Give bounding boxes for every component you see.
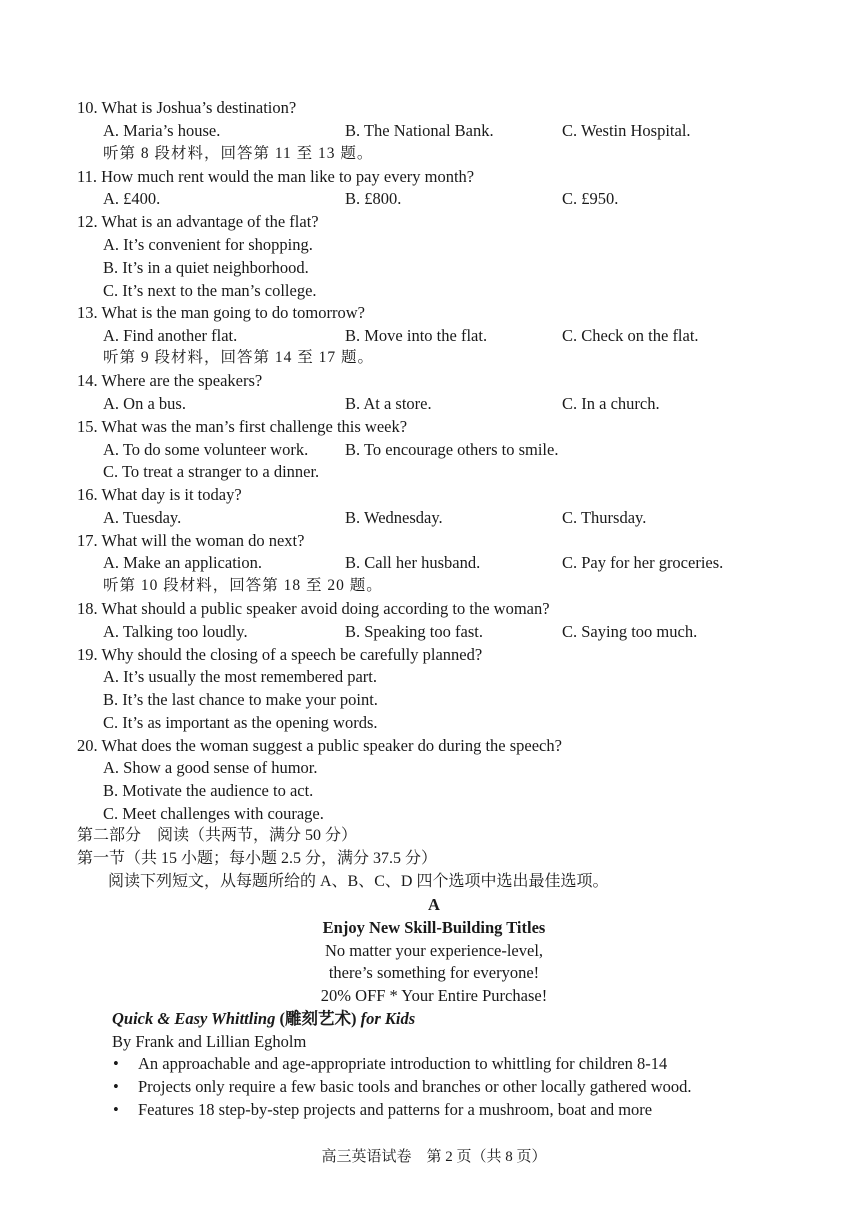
book-feature-bullet bbox=[113, 1099, 652, 1121]
question-16-option-a: A. Tuesday. bbox=[103, 508, 182, 527]
question-20-option-a: A. Show a good sense of humor. bbox=[103, 758, 318, 777]
question-10-option-a: A. Maria’s house. bbox=[103, 121, 221, 140]
question-12-stem: 12. What is an advantage of the flat? bbox=[77, 212, 319, 231]
question-19-option-c: C. It’s as important as the opening words. bbox=[103, 713, 378, 732]
question-20-stem: 20. What does the woman suggest a public speaker do during the speech? bbox=[77, 736, 562, 755]
question-18-option-b: B. Speaking too fast. bbox=[345, 622, 483, 641]
question-15-stem: 15. What was the man’s first challenge this week? bbox=[77, 417, 408, 436]
bullet-symbol: • bbox=[113, 1100, 119, 1119]
question-12-option-a: A. It’s convenient for shopping. bbox=[103, 235, 313, 254]
bullet-symbol: • bbox=[113, 1077, 119, 1096]
question-16-option-c: C. Thursday. bbox=[562, 508, 647, 527]
question-14-option-b: B. At a store. bbox=[345, 394, 432, 413]
question-10-option-c: C. Westin Hospital. bbox=[562, 121, 691, 140]
question-11-option-a: A. £400. bbox=[103, 189, 161, 208]
question-20-option-c: C. Meet challenges with courage. bbox=[103, 804, 324, 823]
question-19-stem: 19. Why should the closing of a speech be carefully planned? bbox=[77, 645, 483, 664]
passage-tagline-1: No matter your experience-level, bbox=[324, 941, 544, 960]
question-17-option-c: C. Pay for her groceries. bbox=[562, 553, 724, 572]
question-14-option-c: C. In a church. bbox=[562, 394, 660, 413]
book-title-suffix: for Kids bbox=[360, 1009, 416, 1028]
question-15-option-c: C. To treat a stranger to a dinner. bbox=[103, 462, 320, 481]
question-16-option-b: B. Wednesday. bbox=[345, 508, 443, 527]
question-16-stem: 16. What day is it today? bbox=[77, 485, 242, 504]
book-feature-text: Features 18 step-by-step projects and patterns for a mushroom, boat and more bbox=[138, 1100, 653, 1119]
question-10-stem: 10. What is Joshua’s destination? bbox=[77, 98, 297, 117]
passage-headline: Enjoy New Skill-Building Titles bbox=[322, 918, 546, 937]
book-title-english: Quick & Easy Whittling bbox=[112, 1009, 276, 1028]
book-title-chinese-gloss: (雕刻艺术) bbox=[275, 1009, 361, 1028]
instruction-passage-8: 听第 8 段材料，回答第 11 至 13 题。 bbox=[103, 145, 374, 162]
question-19-option-a: A. It’s usually the most remembered part. bbox=[103, 667, 378, 686]
question-14-stem: 14. Where are the speakers? bbox=[77, 371, 263, 390]
question-13-stem: 13. What is the man going to do tomorrow? bbox=[77, 303, 365, 322]
reading-directions: 阅读下列短文，从每题所给的 A、B、C、D 四个选项中选出最佳选项。 bbox=[108, 873, 609, 890]
instruction-passage-10: 听第 10 段材料，回答第 18 至 20 题。 bbox=[103, 577, 383, 594]
question-11-option-b: B. £800. bbox=[345, 189, 402, 208]
discount-offer: 20% OFF * Your Entire Purchase! bbox=[320, 986, 548, 1005]
question-10-option-b: B. The National Bank. bbox=[345, 121, 494, 140]
book-feature-text: An approachable and age-appropriate introduction to whittling for children 8-14 bbox=[138, 1054, 668, 1073]
passage-tagline-2: there’s something for everyone! bbox=[328, 963, 540, 982]
instruction-passage-9: 听第 9 段材料，回答第 14 至 17 题。 bbox=[103, 349, 375, 366]
question-18-stem: 18. What should a public speaker avoid doing according to the woman? bbox=[77, 599, 550, 618]
question-18-option-a: A. Talking too loudly. bbox=[103, 622, 248, 641]
question-15-option-a: A. To do some volunteer work. bbox=[103, 440, 309, 459]
page-footer: 高三英语试卷 第 2 页（共 8 页） bbox=[321, 1149, 547, 1165]
question-15-option-b: B. To encourage others to smile. bbox=[345, 440, 559, 459]
section-1-heading: 第一节（共 15 小题；每小题 2.5 分，满分 37.5 分） bbox=[77, 850, 438, 867]
part-2-heading: 第二部分 阅读（共两节，满分 50 分） bbox=[77, 827, 358, 844]
question-17-option-a: A. Make an application. bbox=[103, 553, 262, 572]
question-12-option-c: C. It’s next to the man’s college. bbox=[103, 281, 317, 300]
question-14-option-a: A. On a bus. bbox=[103, 394, 186, 413]
passage-letter: A bbox=[428, 895, 440, 914]
question-20-option-b: B. Motivate the audience to act. bbox=[103, 781, 314, 800]
question-11-option-c: C. £950. bbox=[562, 189, 619, 208]
question-19-option-b: B. It’s the last chance to make your point. bbox=[103, 690, 378, 709]
book-title bbox=[112, 1008, 415, 1030]
question-13-option-c: C. Check on the flat. bbox=[562, 326, 699, 345]
book-feature-text: Projects only require a few basic tools and branches or other locally gathered wood. bbox=[138, 1077, 692, 1096]
question-13-option-a: A. Find another flat. bbox=[103, 326, 238, 345]
book-author: By Frank and Lillian Egholm bbox=[112, 1032, 307, 1051]
book-feature-bullet bbox=[113, 1053, 667, 1075]
question-17-option-b: B. Call her husband. bbox=[345, 553, 481, 572]
question-18-option-c: C. Saying too much. bbox=[562, 622, 698, 641]
question-12-option-b: B. It’s in a quiet neighborhood. bbox=[103, 258, 309, 277]
book-feature-bullet bbox=[113, 1076, 691, 1098]
question-11-stem: 11. How much rent would the man like to pay every month? bbox=[77, 167, 475, 186]
question-17-stem: 17. What will the woman do next? bbox=[77, 531, 305, 550]
bullet-symbol: • bbox=[113, 1054, 119, 1073]
question-13-option-b: B. Move into the flat. bbox=[345, 326, 488, 345]
